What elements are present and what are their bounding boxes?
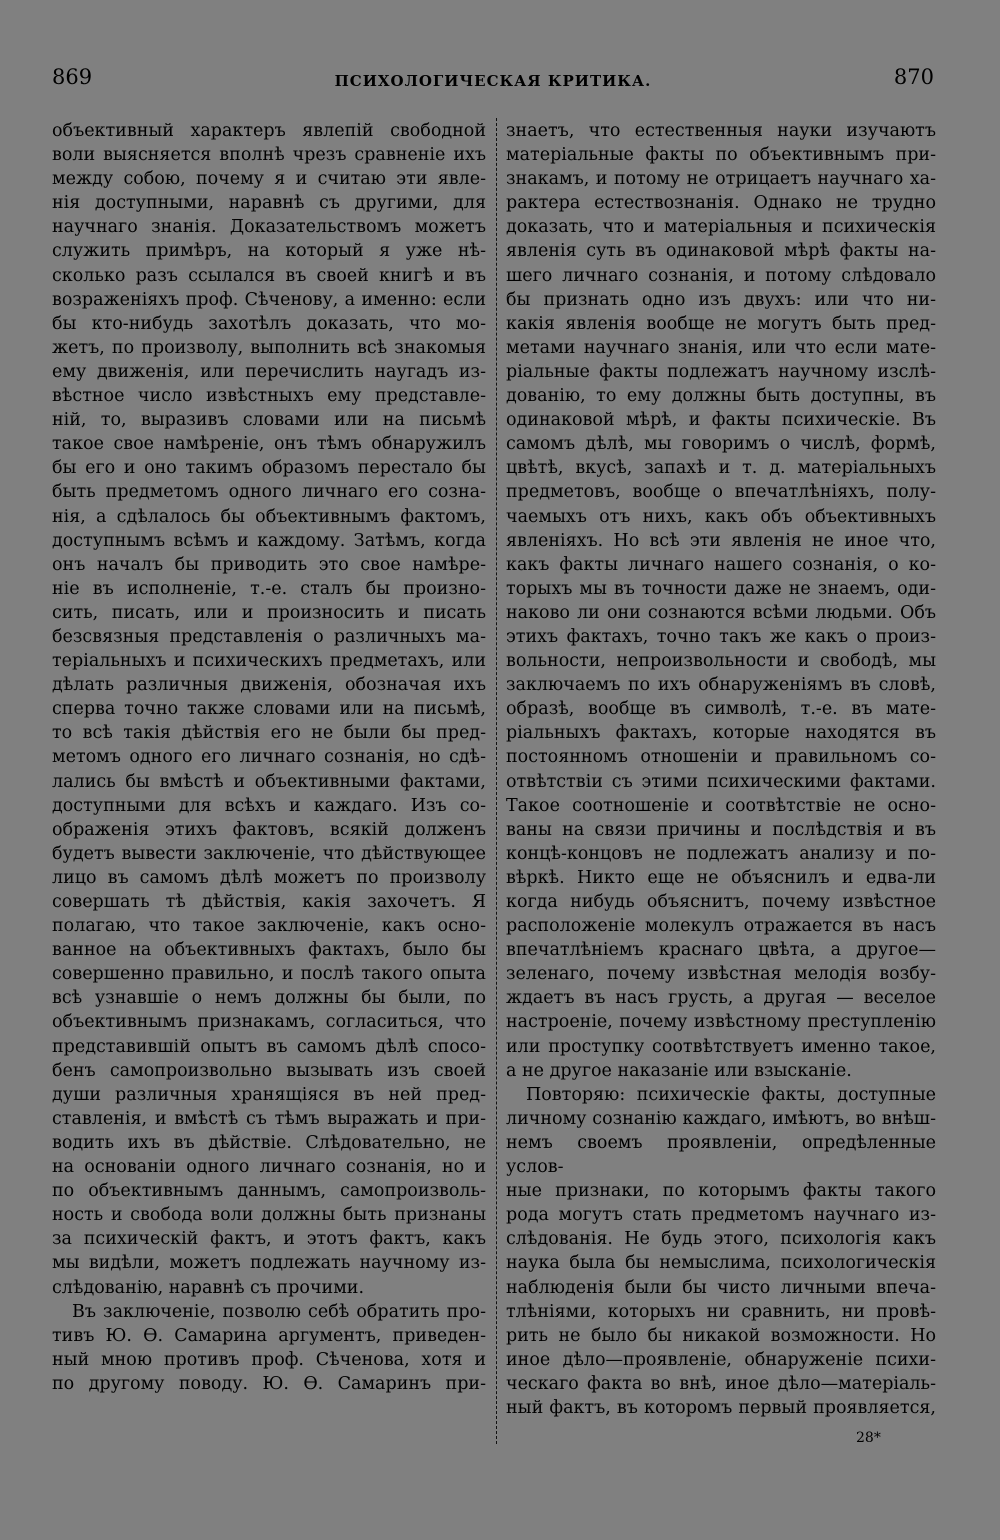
text-line: зеленаго, почему извѣстная мелодія возбу- [506, 964, 936, 985]
text-line: явленія суть въ одинаковой мѣрѣ факты на- [506, 241, 936, 262]
text-line: вѣстное число извѣстныхъ ему представле- [52, 386, 486, 407]
text-line: ждаетъ въ насъ грусть, а другая — веселое [506, 988, 936, 1009]
text-line: Въ заключеніе, позволю себѣ обратить про- [72, 1301, 486, 1322]
left-column [52, 119, 486, 1396]
text-line: предметовъ, вообще о впечатлѣніяхъ, полу- [506, 482, 936, 503]
text-line: на основаніи одного личнаго сознанія, но и [52, 1157, 486, 1178]
text-line: доступнымъ всѣмъ и каждому. Затѣмъ, когда [52, 530, 486, 551]
text-line: совершенно правильно, и послѣ такого опыта [52, 964, 486, 985]
text-line: возраженіяхъ проф. Сѣченову, а именно: если [52, 289, 486, 310]
text-line: ный мною противъ проф. Сѣченова, хотя и [52, 1349, 486, 1370]
text-line: личному сознанію каждаго, имѣютъ, во внѣш- [506, 1108, 936, 1129]
text-line: чаемыхъ отъ нихъ, какъ объ объективныхъ [506, 506, 936, 527]
text-line: наука была бы немыслима, психологическія [506, 1253, 936, 1274]
text-line: теріальныхъ и психическихъ предметахъ, или [52, 651, 486, 672]
text-line: доступными для всѣхъ и каждаго. Изъ со- [52, 795, 486, 816]
text-line: водить ихъ въ дѣйствіе. Слѣдовательно, не [52, 1132, 486, 1153]
text-line: впечатлѣніемъ краснаго цвѣта, а другое— [506, 940, 936, 961]
text-line: одинаковой мѣрѣ, и факты психическіе. Въ [506, 410, 936, 431]
text-line: отвѣтствіи съ этими психическими фактами. [506, 771, 936, 792]
text-line: ображенія этихъ фактовъ, всякій долженъ [52, 819, 486, 840]
text-line: представившій опытъ въ самомъ дѣлѣ спосо- [52, 1036, 486, 1057]
text-line: образѣ, вообще въ символѣ, т.-е. въ мате- [506, 699, 936, 720]
text-line: ставленія, и вмѣстѣ съ тѣмъ выражать и при- [52, 1108, 486, 1129]
text-line: метами научнаго знанія, или что если мате- [506, 337, 936, 358]
text-line: полагаю, что такое заключеніе, какъ осно- [52, 916, 486, 937]
text-line: когда нибудь объяснитъ, почему извѣстное [506, 892, 936, 912]
page-number-left: 869 [52, 65, 93, 89]
text-line: жетъ, по произволу, выполнить всѣ знакомыя [52, 337, 486, 358]
text-line: воли выясняется вполнѣ чрезъ сравненіе ихъ [52, 145, 486, 166]
text-line: или проступку соотвѣтствуетъ именно такое, [506, 1036, 936, 1057]
text-line: какъ факты личнаго нашего сознанія, о ко- [506, 554, 936, 575]
text-line: бы признать одно изъ двухъ: или что ни- [506, 289, 936, 310]
text-line: этихъ фактахъ, точно такъ же какъ о произ- [506, 626, 936, 647]
running-title: ПСИХОЛОГИЧЕСКАЯ КРИТИКА. [334, 72, 652, 90]
text-line: быть предметомъ одного личнаго его созна- [52, 482, 486, 503]
text-line: немъ своемъ проявленіи, опредѣленные услов- [506, 1132, 936, 1178]
text-line: матеріальные факты по объективнымъ при- [506, 145, 936, 166]
right-column [506, 119, 936, 1420]
text-line: объективнымъ признакамъ, согласиться, что [52, 1012, 486, 1033]
text-line: цвѣтѣ, вкусѣ, запахѣ и т. д. матеріальныхъ [506, 458, 936, 479]
text-line: ваны на связи причины и послѣдствія и въ [506, 819, 936, 840]
text-line: расположеніе молекулъ отражается въ насъ [506, 916, 936, 937]
text-line: ніе въ исполненіе, т.-е. сталъ бы произно- [52, 578, 486, 599]
text-line: за психическій фактъ, и этотъ фактъ, какъ [52, 1229, 486, 1250]
text-line: то всѣ такія дѣйствія его не были бы пред- [52, 723, 486, 744]
text-line: постоянномъ отношеніи и правильномъ со- [506, 747, 936, 768]
text-line: сколько разъ ссылался въ своей книгѣ и въ [52, 265, 486, 286]
text-line: бы кто-нибудь захотѣлъ доказать, что мо- [52, 313, 486, 334]
running-header [52, 62, 934, 98]
text-line: вѣркѣ. Никто еще не объяснилъ и едва-ли [506, 867, 936, 888]
text-line: наково ли они сознаются всѣми людьми. Объ [506, 602, 936, 623]
text-line: концѣ-концовъ не подлежатъ анализу и по- [506, 843, 936, 864]
text-line: ный фактъ, въ которомъ первый проявляется, [506, 1397, 936, 1418]
text-line: рить не было бы никакой возможности. Но [506, 1325, 936, 1346]
text-line: ріальные факты подлежатъ научному изслѣ- [506, 361, 936, 382]
text-line: Повторяю: психическіе факты, доступные [526, 1084, 936, 1105]
text-line: всѣ узнавшіе о немъ должны бы были, по [52, 988, 486, 1009]
text-line: дованію, то ему должны быть доступны, въ [506, 386, 936, 407]
page-number-right: 870 [893, 65, 934, 89]
text-line: будетъ вывести заключеніе, что дѣйствующее [52, 843, 486, 864]
text-line: а не другое наказаніе или взысканіе. [506, 1060, 852, 1081]
text-line: сить, писать, или и произносить и писать [52, 602, 486, 623]
text-line: научнаго знанія. Доказательствомъ можетъ [52, 217, 486, 238]
text-line: вольности, непроизвольности и свободѣ, мы [506, 651, 936, 672]
text-line: лицо въ самомъ дѣлѣ можетъ по произволу [52, 867, 486, 888]
text-line: нія доступными, наравнѣ съ другими, для [52, 193, 486, 214]
text-line: иное дѣло—проявленіе, обнаруженіе психи- [506, 1349, 936, 1370]
text-line: ему движенія, или перечислить наугадъ из- [52, 361, 486, 382]
text-line: шего личнаго сознанія, и потому слѣдовало [506, 265, 936, 286]
text-line: слѣдованію, наравнѣ съ прочими. [52, 1277, 365, 1298]
text-line: наблюденія были бы чисто личными впеча- [506, 1277, 936, 1298]
text-line: самомъ дѣлѣ, мы говоримъ о числѣ, формѣ, [506, 434, 936, 455]
text-line: между собою, почему я и считаю эти явле- [52, 169, 486, 190]
text-line: знакамъ, и потому не отрицаетъ научнаго ха- [506, 169, 936, 190]
text-line: объективный характеръ явлепій свободной [52, 121, 486, 141]
text-line: онъ началъ бы приводить это свое намѣре- [52, 554, 486, 575]
text-line: ность и свобода воли должны быть признаны [52, 1205, 486, 1226]
text-line: торыхъ мы въ точности даже не знаемъ, оди- [506, 578, 936, 599]
text-line: такое свое намѣреніе, онъ тѣмъ обнаружилъ [52, 434, 486, 455]
text-line: ріальныхъ фактахъ, которые находятся въ [506, 723, 936, 744]
text-line: совершать тѣ дѣйствія, какія захочетъ. Я [52, 892, 486, 912]
text-line: сперва точно также словами или на письмѣ, [52, 699, 486, 720]
text-line: нія, а сдѣлалось бы объективнымъ фактомъ, [52, 506, 486, 527]
text-line: служить примѣръ, на который я уже нѣ- [52, 241, 486, 262]
column-divider [496, 118, 498, 1444]
signature-mark: 28* [856, 1430, 881, 1446]
text-line: по другому поводу. Ю. Ѳ. Самаринъ при- [52, 1373, 486, 1394]
text-line: дѣлать различныя движенія, обозначая ихъ [52, 675, 486, 696]
text-line: рода могутъ стать предметомъ научнаго из- [506, 1205, 936, 1226]
text-line: заключаемъ по ихъ обнаруженіямъ въ словѣ, [506, 675, 936, 696]
text-line: души различныя хранящіяся въ ней пред- [52, 1084, 486, 1105]
text-line: явленіяхъ. Но всѣ эти явленія не иное что, [506, 530, 936, 551]
text-line: тлѣніями, которыхъ ни сравнить, ни провѣ- [506, 1301, 936, 1322]
text-line: знаетъ, что естественныя науки изучаютъ [506, 121, 936, 141]
text-line: по объективнымъ даннымъ, самопроизволь- [52, 1181, 486, 1202]
text-line: лались бы вмѣстѣ и объективными фактами, [52, 771, 486, 792]
text-line: безсвязныя представленія о различныхъ ма- [52, 626, 486, 647]
text-line: доказать, что и матеріальныя и психическія [506, 217, 936, 238]
text-line: ческаго факта во внѣ, иное дѣло—матеріаль- [506, 1373, 936, 1394]
text-line: какія явленія вообще не могутъ быть пред- [506, 313, 936, 334]
text-line: тивъ Ю. Ѳ. Самарина аргументъ, приведен- [52, 1325, 486, 1346]
text-line: мы видѣли, можетъ подлежать научному из- [52, 1253, 486, 1274]
text-line: бы его и оно такимъ образомъ перестало бы [52, 458, 486, 479]
text-line: бенъ самопроизвольно вызывать изъ своей [52, 1060, 486, 1081]
text-line: Такое соотношеніе и соотвѣтствіе не осно- [506, 795, 936, 816]
text-line: ванное на объективныхъ фактахъ, было бы [52, 940, 486, 961]
text-line: ные признаки, по которымъ факты такого [506, 1181, 936, 1202]
text-line: слѣдованія. Не будь этого, психологія какъ [506, 1229, 936, 1250]
text-line: ній, то, выразивъ словами или на письмѣ [52, 410, 486, 431]
text-line: настроеніе, почему извѣстному преступленію [506, 1012, 936, 1033]
text-line: рактера естествознанія. Однако не трудно [506, 193, 936, 214]
text-line: метомъ одного его личнаго сознанія, но сдѣ- [52, 747, 486, 768]
